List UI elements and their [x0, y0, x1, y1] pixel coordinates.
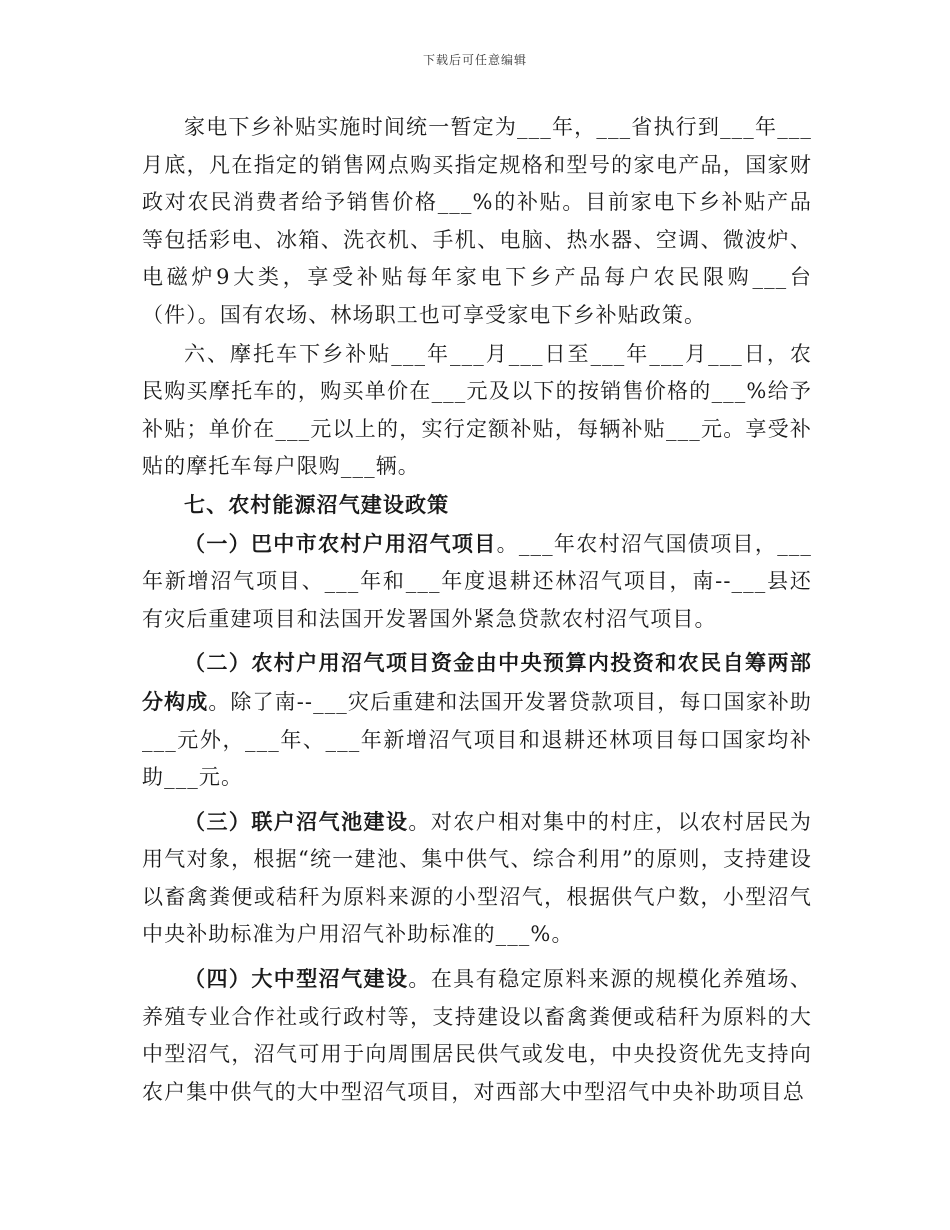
paragraph-text: 。对农户相对集中的村庄，以农村居民为用气对象，根据“统一建池、集中供气、综合利用”的原则，支持建设以畜禽粪便或秸秆为原料来源的小型沼气，根据供气户数，小型沼气中央补助标准为户用沼气补助标准的___%。 — [142, 809, 812, 947]
paragraph-heading: （四）大中型沼气建设 — [184, 966, 409, 992]
paragraph-bazhong-biogas — [142, 525, 812, 639]
paragraph-text: 。除了南--___灾后重建和法国开发署贷款项目，每口国家补助___元外，___年、___年新增沼气项目和退耕还林项目每口国家均补助___元。 — [142, 689, 813, 790]
paragraph-heading: （二）农村户用沼气项目资金由中央预算内投资和农民自筹两部分构成 — [142, 650, 812, 714]
paragraph-biogas-funding — [142, 644, 812, 796]
paragraph-text: 。___年农村沼气国债项目，___年新增沼气项目、___年和___年度退耕还林沼气项目，南--___县还有灾后重建项目和法国开发署国外紧急贷款农村沼气项目。 — [142, 531, 812, 631]
paragraph-motorcycle-subsidy — [142, 335, 812, 486]
paragraph-joint-biogas — [142, 803, 812, 954]
paragraph-text: 。在具有稳定原料来源的规模化养殖场、养殖专业合作社或行政村等，支持建设以畜禽粪便或秸秆为原料的大中型沼气，沼气可用于向周围居民供气或发电，中央投资优先支持向农户集中供气的大中型沼气项目，对西部大中型沼气中央补助项目总 — [142, 967, 812, 1104]
paragraph-text: 六、摩托车下乡补贴___年___月___日至___年___月___日，农民购买摩托车的，购买单价在___元及以下的按销售价格的___%给予补贴；单价在___元以上的，实行定额补贴，每辆补贴___元。享受补贴的摩托车每户限购___辆。 — [142, 341, 812, 479]
paragraph-heading: （一）巴中市农村户用沼气项目 — [184, 530, 497, 556]
document-body — [142, 108, 812, 1111]
paragraph-appliance-subsidy — [142, 108, 812, 335]
paragraph-text: 家电下乡补贴实施时间统一暂定为___年，___省执行到___年___月底，凡在指定的销售网点购买指定规格和型号的家电产品，国家财政对农民消费者给予销售价格___%的补贴。目前家电下乡补贴产品等包括彩电、冰箱、洗衣机、手机、电脑、热水器、空调、微波炉、电磁炉9大类，享受补贴每年家电下乡产品每户农民限购___台（件）。国有农场、林场职工也可享受家电下乡补贴政策。 — [142, 115, 812, 327]
paragraph-large-biogas — [142, 960, 812, 1111]
paragraph-heading: （三）联户沼气池建设 — [184, 808, 409, 834]
paragraph-heading: 七、农村能源沼气建设政策 — [184, 491, 450, 517]
section-heading-biogas — [142, 486, 812, 525]
download-note: 下载后可任意编辑 — [422, 53, 527, 67]
